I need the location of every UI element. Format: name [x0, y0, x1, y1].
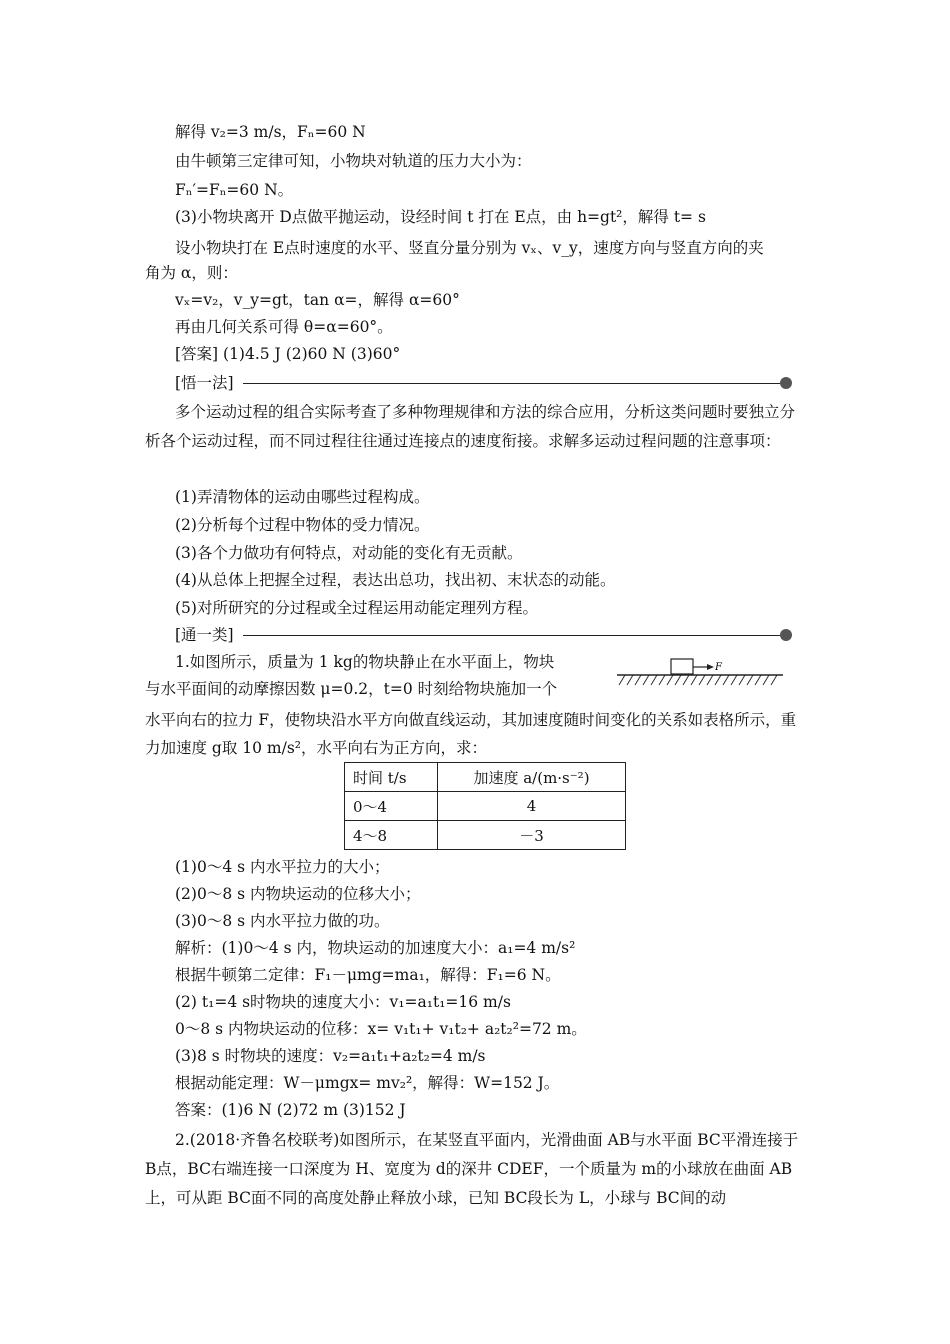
solution-line: (2) t₁=4 s时物块的速度大小：v₁=a₁t₁=16 m/s [175, 993, 511, 1011]
table-row [345, 821, 626, 850]
solution-line: 设小物块打在 E点时速度的水平、竖直分量分别为 vₓ、v_y，速度方向与竖直方向的夹 [175, 239, 764, 257]
method-item: (2)分析每个过程中物体的受力情况。 [175, 516, 430, 534]
solution-line: 角为 α，则： [145, 264, 238, 282]
solution-line: (3)8 s 时物块的速度：v₂=a₁t₁+a₂t₂=4 m/s [175, 1047, 486, 1065]
question-part: (3)0～8 s 内水平拉力做的功。 [175, 912, 390, 930]
section-label: [悟一法] [175, 374, 234, 392]
solution-line: 再由几何关系可得 θ=α=60°。 [175, 318, 393, 336]
method-item: (4)从总体上把握全过程，表达出总功，找出初、末状态的动能。 [175, 571, 616, 589]
method-item: (5)对所研究的分过程或全过程运用动能定理列方程。 [175, 599, 538, 617]
answer-line: 答案：(1)6 N (2)72 m (3)152 J [175, 1101, 406, 1119]
question-1-line: 与水平面间的动摩擦因数 μ=0.2，t=0 时刻给物块施加一个 [145, 680, 558, 698]
solution-line: Fₙ′=Fₙ=60 N。 [175, 181, 294, 199]
question-1-text: 水平向右的拉力 F，使物块沿水平方向做直线运动，其加速度随时间变化的关系如表格所示，重力加速度 g取 10 m/s²，水平向右为正方向，求： [145, 711, 797, 757]
block-on-surface-figure [615, 655, 785, 693]
section-divider-tongyilei [175, 624, 792, 646]
divider-dot-icon [780, 629, 792, 641]
solution-line: vₓ=v₂，v_y=gt，tan α=，解得 α=60° [175, 291, 460, 309]
solution-line: 由牛顿第三定律可知，小物块对轨道的压力大小为： [175, 152, 532, 170]
arrow-head-icon [707, 664, 714, 670]
table-cell: 4～8 [345, 821, 438, 850]
table-cell: －3 [438, 821, 626, 850]
table-cell: 4 [438, 792, 626, 821]
table-row [345, 792, 626, 821]
table-header: 加速度 a/(m·s⁻²) [438, 763, 626, 792]
solution-line: 根据动能定理：W－μmgx= mv₂²，解得：W=152 J。 [175, 1074, 560, 1092]
answer-line: [答案] (1)4.5 J (2)60 N (3)60° [175, 345, 401, 363]
question-part: (2)0～8 s 内物块运动的位移大小； [175, 885, 421, 903]
method-intro: 多个运动过程的组合实际考查了多种物理规律和方法的综合应用，分析这类问题时要独立分析各个运动过程，而不同过程往往通过连接点的速度衔接。求解多运动过程问题的注意事项： [145, 403, 796, 450]
force-label: F [715, 662, 722, 673]
solution-line: 根据牛顿第二定律：F₁－μmg=ma₁，解得：F₁=6 N。 [175, 966, 561, 984]
question-part: (1)0～4 s 内水平拉力的大小； [175, 858, 390, 876]
block-diagram [615, 655, 785, 689]
solution-line: (3)小物块离开 D点做平抛运动，设经时间 t 打在 E点，由 h=gt²，解得 t= s [175, 208, 706, 226]
divider-rule [243, 635, 780, 636]
question-2-text: 2.(2018·齐鲁名校联考)如图所示，在某竖直平面内，光滑曲面 AB与水平面 BC平滑连接于 B点，BC右端连接一口深度为 H、宽度为 d的深井 CDEF，一个质量为 m的小球放在曲面 AB上，可从距 BC面不同的高度处静止释放小球，已知 BC段长为 L，小球与 BC间的动 [145, 1131, 799, 1207]
acceleration-table [344, 762, 626, 850]
solution-line: 解析：(1)0～4 s 内，物块运动的加速度大小：a₁=4 m/s² [175, 939, 576, 957]
table-cell: 0～4 [345, 792, 438, 821]
table-header-row [345, 763, 626, 792]
divider-dot-icon [780, 377, 792, 389]
divider-rule [243, 383, 780, 384]
section-label: [通一类] [175, 626, 234, 644]
section-divider-wuyifa [175, 372, 792, 394]
ground-hatching [619, 675, 777, 685]
method-item: (1)弄清物体的运动由哪些过程构成。 [175, 488, 430, 506]
method-item: (3)各个力做功有何特点，对动能的变化有无贡献。 [175, 544, 523, 562]
question-1-line: 1.如图所示，质量为 1 kg的物块静止在水平面上，物块 [175, 653, 555, 671]
solution-line: 解得 v₂=3 m/s，Fₙ=60 N [175, 123, 366, 141]
block [671, 659, 693, 674]
solution-line: 0～8 s 内物块运动的位移：x= v₁t₁+ v₁t₂+ a₂t₂²=72 m。 [175, 1020, 587, 1038]
table-header: 时间 t/s [345, 763, 438, 792]
